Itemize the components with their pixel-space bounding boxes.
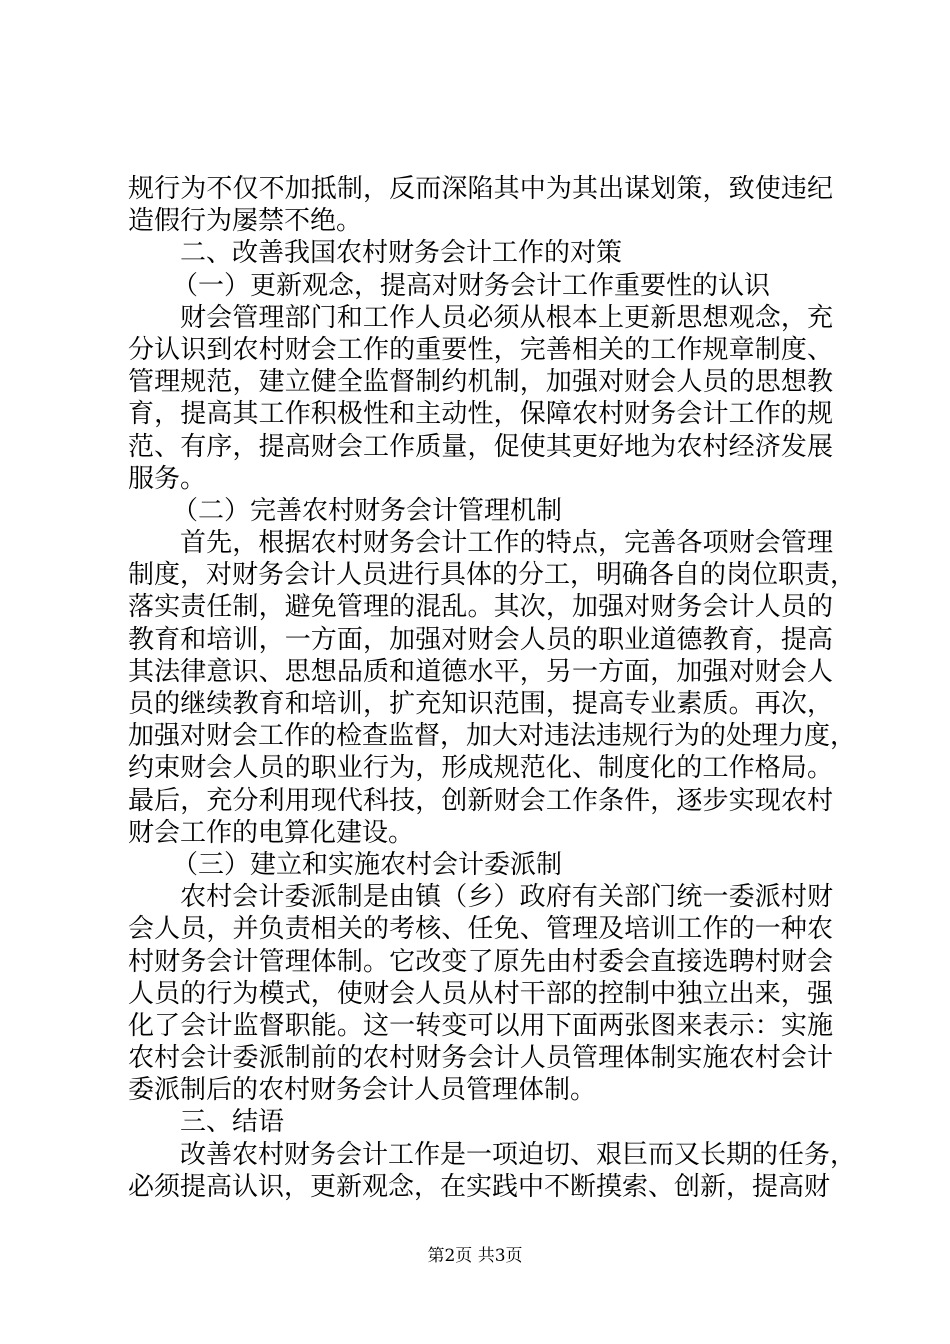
text-line: 制度，对财务会计人员进行具体的分工，明确各自的岗位职责， — [128, 560, 857, 591]
paragraph — [128, 173, 833, 237]
paragraph — [128, 302, 833, 495]
text-line: 育，提高其工作积极性和主动性，保障农村财务会计工作的规 — [128, 399, 833, 430]
text-line: 村财务会计管理体制。它改变了原先由村委会直接选聘村财会 — [128, 946, 833, 977]
text-line: 范、有序，提高财会工作质量，促使其更好地为农村经济发展 — [128, 431, 833, 462]
text-line: 农村会计委派制前的农村财务会计人员管理体制实施农村会计 — [128, 1043, 833, 1074]
text-line: 服务。 — [128, 463, 207, 494]
text-line: 三、结语 — [180, 1107, 285, 1138]
text-line: （二）完善农村财务会计管理机制 — [172, 495, 563, 526]
text-line: 加强对财会工作的检查监督，加大对违法违规行为的处理力度， — [128, 721, 857, 752]
text-line: 造假行为屡禁不绝。 — [128, 206, 363, 237]
text-line: 规行为不仅不加抵制，反而深陷其中为其出谋划策，致使违纪 — [128, 174, 833, 204]
paragraph — [128, 1139, 857, 1203]
subsection-heading — [128, 495, 833, 527]
text-line: 落实责任制，避免管理的混乱。其次，加强对财务会计人员的 — [128, 592, 833, 623]
text-line: 最后，充分利用现代科技，创新财会工作条件，逐步实现农村 — [128, 785, 833, 816]
text-line: 财会工作的电算化建设。 — [128, 817, 415, 848]
text-line: 委派制后的农村财务会计人员管理体制。 — [128, 1075, 597, 1106]
text-line: 农村会计委派制是由镇（乡）政府有关部门统一委派村财 — [180, 882, 833, 913]
subsection-heading — [128, 849, 833, 881]
section-heading — [128, 237, 833, 269]
text-line: 财会管理部门和工作人员必须从根本上更新思想观念，充 — [180, 302, 833, 333]
paragraph — [128, 881, 833, 1106]
text-line: 其法律意识、思想品质和道德水平，另一方面，加强对财会人 — [128, 656, 833, 687]
section-heading — [128, 1106, 833, 1138]
page-footer: 第2页 共3页 — [427, 1246, 523, 1266]
text-line: 改善农村财务会计工作是一项迫切、艰巨而又长期的任务， — [180, 1139, 857, 1170]
text-line: （一）更新观念，提高对财务会计工作重要性的认识 — [172, 270, 771, 301]
text-line: 会人员，并负责相关的考核、任免、管理及培训工作的一种农 — [128, 914, 833, 945]
text-line: 员的继续教育和培训，扩充知识范围，提高专业素质。再次， — [128, 689, 833, 719]
text-line: 管理规范，建立健全监督制约机制，加强对财会人员的思想教 — [128, 367, 833, 398]
text-line: 首先，根据农村财务会计工作的特点，完善各项财会管理 — [180, 528, 833, 559]
text-line: 人员的行为模式，使财会人员从村干部的控制中独立出来，强 — [128, 978, 833, 1009]
text-line: 约束财会人员的职业行为，形成规范化、制度化的工作格局。 — [128, 753, 833, 784]
document-body — [128, 173, 857, 1203]
text-line: （三）建立和实施农村会计委派制 — [172, 849, 563, 880]
subsection-heading — [128, 270, 833, 302]
paragraph — [128, 527, 857, 849]
text-line: 分认识到农村财会工作的重要性，完善相关的工作规章制度、 — [128, 334, 833, 365]
text-line: 化了会计监督职能。这一转变可以用下面两张图来表示：实施 — [128, 1010, 833, 1041]
text-line: 教育和培训，一方面，加强对财会人员的职业道德教育，提高 — [128, 624, 833, 655]
text-line: 必须提高认识，更新观念，在实践中不断摸索、创新，提高财 — [128, 1171, 831, 1202]
text-line: 二、改善我国农村财务会计工作的对策 — [180, 238, 623, 269]
